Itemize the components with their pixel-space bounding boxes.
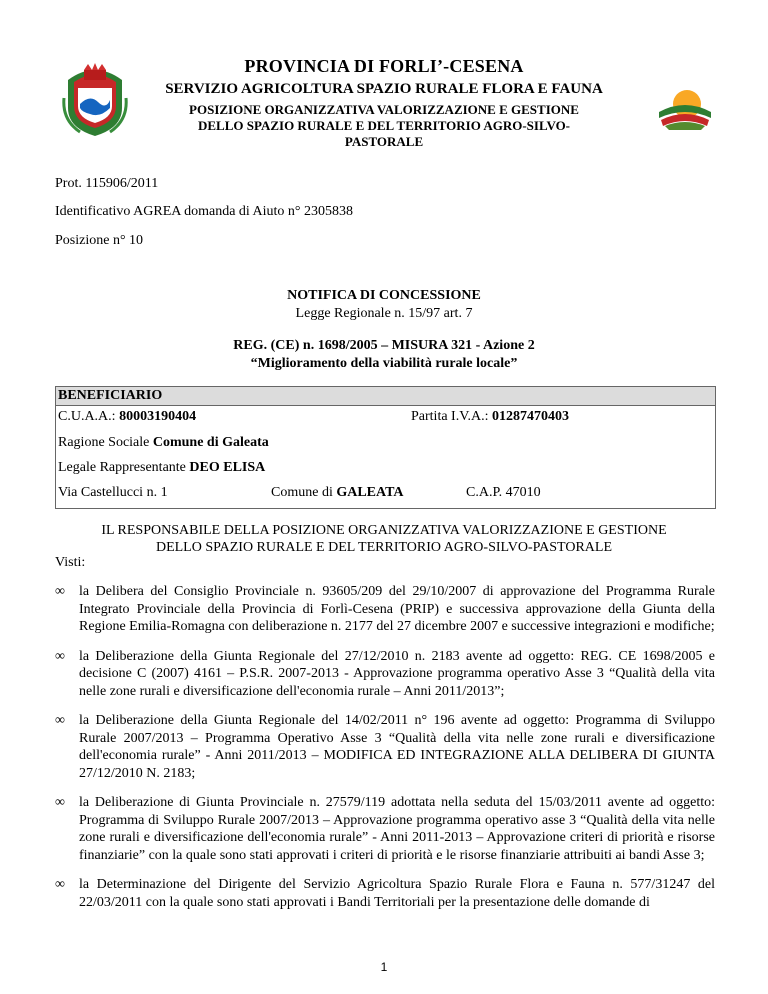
piva-field [411, 409, 569, 425]
bullet-icon: ∞ [55, 584, 65, 599]
responsible-line: IL RESPONSABILE DELLA POSIZIONE ORGANIZZATIVA VALORIZZAZIONE E GESTIONE [101, 523, 667, 538]
agrea-identifier: Identificativo AGREA domanda di Aiuto n° 2305838 [55, 204, 354, 219]
bullet-icon: ∞ [55, 795, 65, 810]
position-number: Posizione n° 10 [55, 233, 144, 248]
list-item-text: la Deliberazione di Giunta Provinciale n. 27579/119 adottata nella seduta del 15/03/2011 avente ad oggetto: Programma di Sviluppo Rurale 2007/2013 – Approvazione programma operativo asse 3 “Qualità della vita nelle zone rurali e diversificazione dell'economia rurale” - Anni 2011-2013 – Approvazione criteri di priorità e risorse finanziarie” con la quale sono stati approvati i criteri di priorità e le risorse finanziarie attribuiti ai bandi Asse 3; [79, 795, 715, 863]
responsible-line: DELLO SPAZIO RURALE E DEL TERRITORIO AGRO-SILVO-PASTORALE [155, 540, 613, 555]
visti-label: Visti: [55, 555, 86, 570]
list-item-text: la Deliberazione della Giunta Regionale del 27/12/2010 n. 2183 avente ad oggetto: REG. CE 1698/2005 e decisione C (2007) 4161 – P.S.R. 2007-2013 - Approvazione programma operativo Asse 3 “Qualità della vita nelle zone rurali e diversificazione dell'economia rurale – Anni 2011/2013”; [79, 648, 715, 699]
address-field: Via Castellucci n. 1 [58, 485, 168, 500]
list-item-text: la Deliberazione della Giunta Regionale del 14/02/2011 n° 196 avente ad oggetto: Programma di Sviluppo Rurale 2007/2013 – Programma Operativo Asse 3 “Qualità della vita nelle zone rurali e diversificazione dell'economia rurale” - Anni 2011/2013 – MODIFICA ED INTEGRAZIONE ALLA DELIBERA DI GIUNTA 27/12/2010 N. 2183; [79, 713, 715, 781]
list-item [55, 712, 715, 782]
visti-list [55, 583, 715, 923]
legale-label: Legale Rappresentante [58, 460, 190, 475]
province-title: PROVINCIA DI FORLI’-CESENA [244, 56, 524, 76]
notification-title: NOTIFICA DI CONCESSIONE [287, 288, 481, 303]
list-item [55, 583, 715, 636]
position-line: PASTORALE [344, 134, 424, 149]
regulation-line: REG. (CE) n. 1698/2005 – MISURA 321 - Azione 2 [233, 338, 535, 353]
position-line: POSIZIONE ORGANIZZATIVA VALORIZZAZIONE E GESTIONE [189, 102, 579, 117]
ragione-label: Ragione Sociale [58, 435, 153, 450]
position-line: DELLO SPAZIO RURALE E DEL TERRITORIO AGRO-SILVO- [197, 118, 571, 133]
position-title [0, 102, 768, 150]
list-item [55, 876, 715, 911]
measure-title: “Miglioramento della viabilità rurale locale” [250, 356, 518, 371]
protocol-number: Prot. 115906/2011 [55, 176, 159, 191]
notification-law: Legge Regionale n. 15/97 art. 7 [295, 306, 473, 321]
cuaa-value: 80003190404 [119, 409, 197, 424]
bullet-icon: ∞ [55, 713, 65, 728]
page-number: 1 [380, 960, 388, 974]
comune-value: GALEATA [336, 485, 404, 500]
list-item [55, 648, 715, 701]
service-title: SERVIZIO AGRICOLTURA SPAZIO RURALE FLORA E FAUNA [165, 81, 603, 97]
municipality-field [271, 485, 404, 501]
ragione-value: Comune di Galeata [152, 435, 269, 450]
piva-value: 01287470403 [492, 409, 570, 424]
list-item [55, 794, 715, 864]
ragione-sociale-field [58, 435, 269, 451]
beneficiary-box [55, 386, 716, 509]
cuaa-label: C.U.A.A.: [58, 409, 120, 424]
comune-label: Comune di [271, 485, 337, 500]
beneficiary-heading: BENEFICIARIO [56, 387, 715, 406]
legale-value: DEO ELISA [189, 460, 266, 475]
list-item-text: la Delibera del Consiglio Provinciale n. 93605/209 del 29/10/2007 di approvazione del Programma Rurale Integrato Provinciale della Provincia di Forlì-Cesena (PRIP) e successiva approvazione della Giunta della Regione Emilia-Romagna con deliberazione n. 2177 del 27 dicembre 2007 e successive integrazioni e modifiche; [79, 584, 715, 634]
list-item-text: la Determinazione del Dirigente del Servizio Agricoltura Spazio Rurale Flora e Fauna n. 577/31247 del 22/03/2011 con la quale sono stati approvati i Bandi Territoriali per la presentazione delle domande di [79, 877, 715, 910]
bullet-icon: ∞ [55, 648, 65, 664]
postal-code-field: C.A.P. 47010 [466, 485, 541, 500]
bullet-icon: ∞ [55, 877, 65, 892]
piva-label: Partita I.V.A.: [411, 409, 493, 424]
responsible-heading [40, 522, 728, 556]
legal-representative-field [58, 460, 265, 476]
cuaa-field [58, 409, 196, 425]
